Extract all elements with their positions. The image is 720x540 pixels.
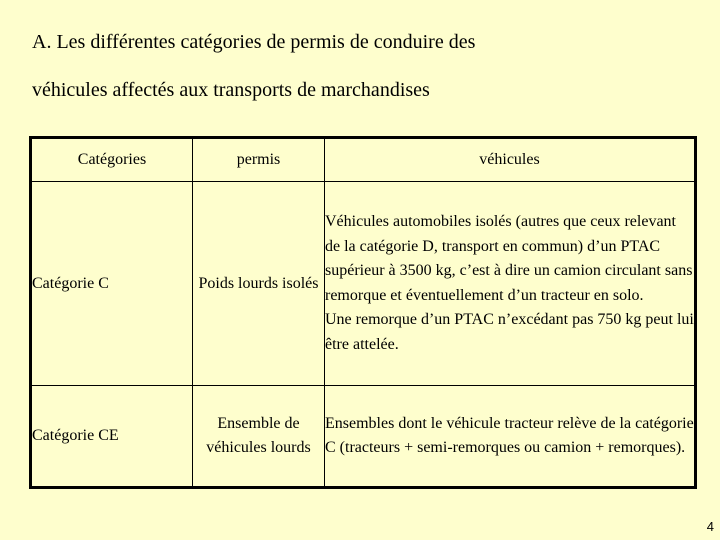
vehicules-paragraph: Véhicules automobiles isolés (autres que ceux relevant de la catégorie D, transport en commun) d’un PTAC supérieur à 3500 kg, c’est à dire un camion circulant sans remorque et éventuellement d’un tracteur en solo. [325,213,693,304]
table-row [31,386,696,488]
vehicules-paragraph: Ensembles dont le véhicule tracteur relève de la catégorie C (tracteurs + semi-remorques ou camion + remorques). [325,414,694,456]
cell-categorie: Catégorie CE [31,386,193,488]
cell-vehicules [325,182,696,386]
cell-permis: Ensemble de véhicules lourds [193,386,325,488]
vehicules-paragraph: Une remorque d’un PTAC n’excédant pas 750 kg peut lui être attelée. [325,311,694,353]
header-categories: Catégories [31,138,193,182]
title-line-1: A. Les différentes catégories de permis de conduire des [32,31,476,53]
header-permis: permis [193,138,325,182]
title-line-2: véhicules affectés aux transports de marchandises [32,79,430,101]
header-vehicules: véhicules [325,138,696,182]
cell-vehicules [325,386,696,488]
table-header-row [31,138,696,182]
cell-categorie: Catégorie C [31,182,193,386]
table-row [31,182,696,386]
permis-table [29,136,697,489]
cell-permis: Poids lourds isolés [193,182,325,386]
page-title [32,18,692,114]
page-number: 4 [706,519,714,534]
